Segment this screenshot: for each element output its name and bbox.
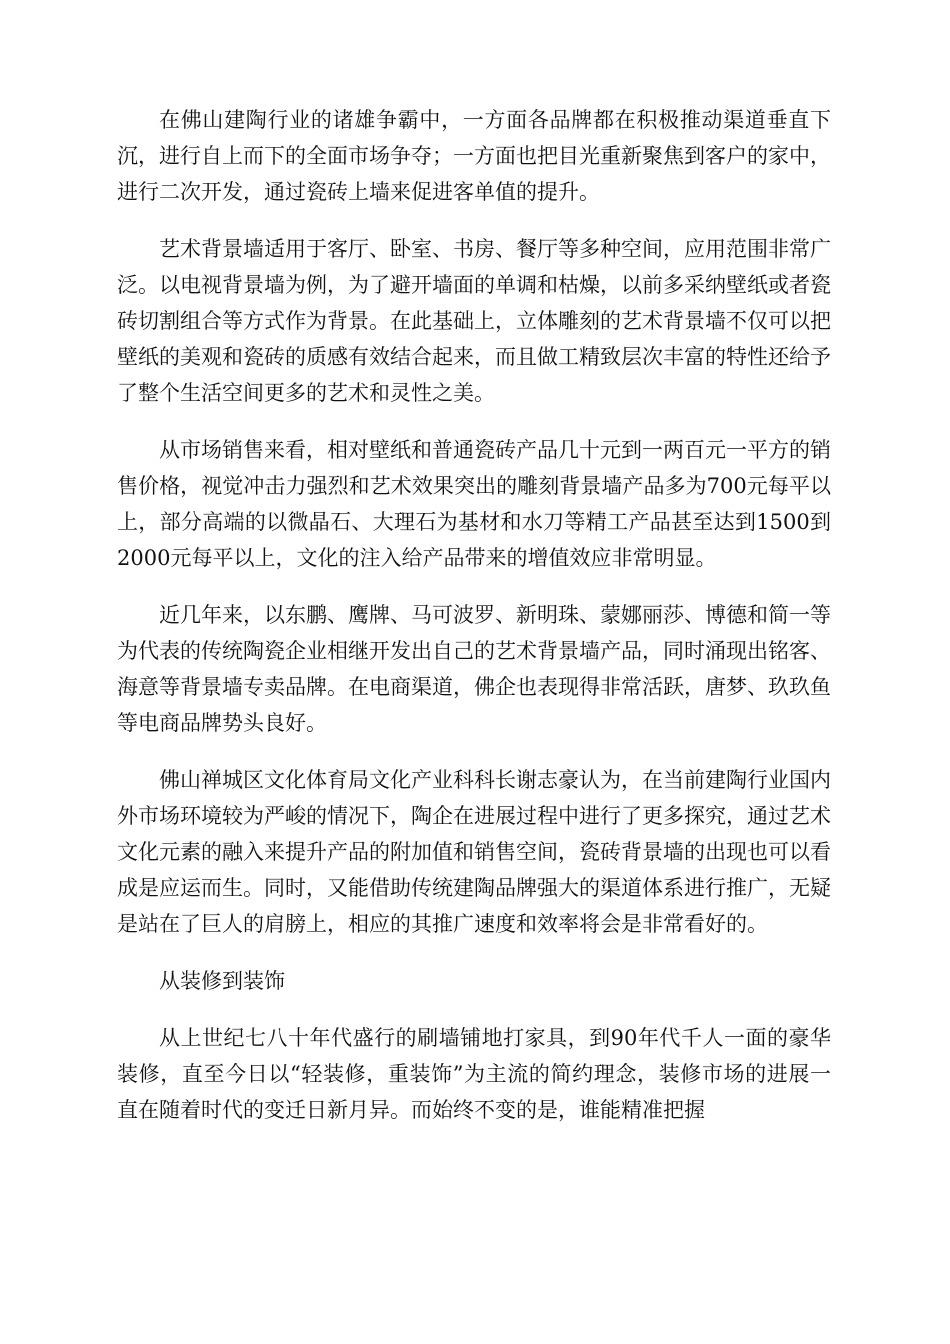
section-heading: 从装修到装饰 <box>159 969 285 993</box>
paragraph: 从市场销售来看，相对壁纸和普通瓷砖产品几十元到一两百元一平方的销售价格，视觉冲击力强烈和艺术效果突出的雕刻背景墙产品多为700元每平以上，部分高端的以微晶石、大理石为基材和水刀等精工产品甚至达到1500到2000元每平以上，文化的注入给产品带来的增值效应非常明显。 <box>117 438 831 570</box>
paragraph: 近几年来，以东鹏、鹰牌、马可波罗、新明珠、蒙娜丽莎、博德和简一等为代表的传统陶瓷企业相继开发出自己的艺术背景墙产品，同时涌现出铭客、海意等背景墙专卖品牌。在电商渠道，佛企也表现得非常活跃，唐梦、玖玖鱼等电商品牌势头良好。 <box>117 603 831 735</box>
document-body <box>117 102 831 1149</box>
paragraph: 佛山禅城区文化体育局文化产业科科长谢志豪认为，在当前建陶行业国内外市场环境较为严峻的情况下，陶企在进展过程中进行了更多探究，通过艺术文化元素的融入来提升产品的附加值和销售空间，瓷砖背景墙的出现也可以看成是应运而生。同时，又能借助传统建陶品牌强大的渠道体系进行推广，无疑是站在了巨人的肩膀上，相应的其推广速度和效率将会是非常看好的。 <box>117 768 831 936</box>
paragraph: 从上世纪七八十年代盛行的刷墙铺地打家具，到90年代千人一面的豪华装修，直至今日以“轻装修，重装饰”为主流的简约理念，装修市场的进展一直在随着时代的变迁日新月异。而始终不变的是，谁能精准把握 <box>117 1026 831 1122</box>
paragraph: 在佛山建陶行业的诸雄争霸中，一方面各品牌都在积极推动渠道垂直下沉，进行自上而下的全面市场争夺；一方面也把目光重新聚焦到客户的家中，进行二次开发，通过瓷砖上墙来促进客单值的提升。 <box>117 108 831 204</box>
paragraph: 艺术背景墙适用于客厅、卧室、书房、餐厅等多种空间，应用范围非常广泛。以电视背景墙为例，为了避开墙面的单调和枯燥，以前多采纳壁纸或者瓷砖切割组合等方式作为背景。在此基础上，立体雕刻的艺术背景墙不仅可以把壁纸的美观和瓷砖的质感有效结合起来，而且做工精致层次丰富的特性还给予了整个生活空间更多的艺术和灵性之美。 <box>117 237 831 405</box>
